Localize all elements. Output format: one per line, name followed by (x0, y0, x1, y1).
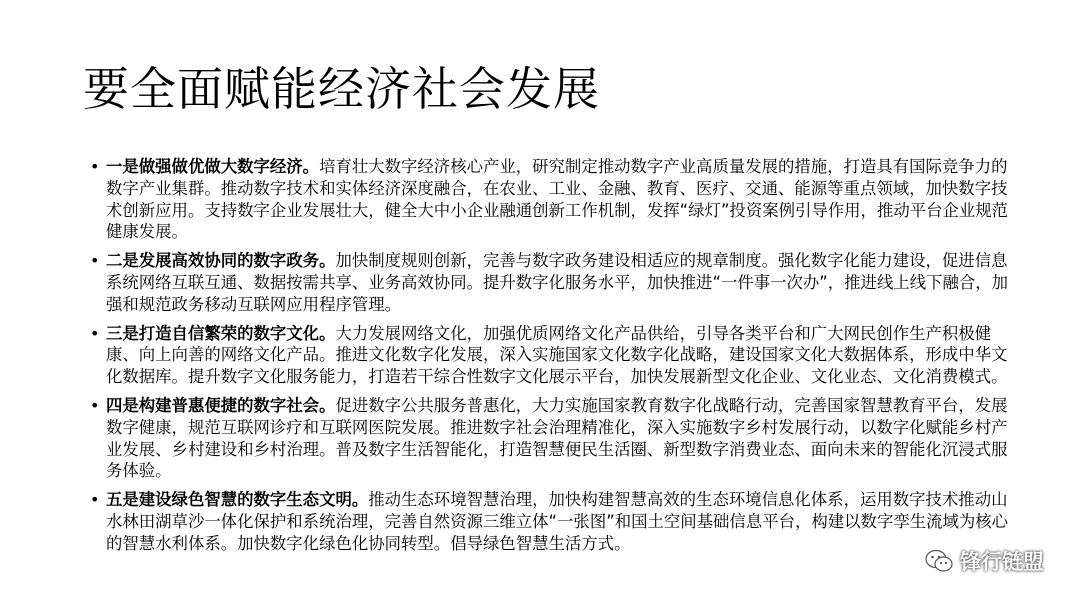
bullet-item (90, 156, 1010, 243)
bullet-lead: 一是做强做优做大数字经济。 (106, 157, 320, 176)
bullet-text: 促进数字公共服务普惠化，大力实施国家教育数字化战略行动，完善国家智慧教育平台，发展数字健康，规范互联网诊疗和互联网医院发展。推进数字社会治理精准化，深入实施数字乡村发展行动，以数字化赋能乡村产业发展、乡村建设和乡村治理。普及数字生活智能化，打造智慧便民生活圈、新型数字消费业态、面向未来的智能化沉浸式服务体验。 (106, 395, 1008, 481)
slide-title: 要全面赋能经济社会发展 (83, 62, 600, 116)
bullet-text: 大力发展网络文化，加强优质网络文化产品供给，引导各类平台和广大网民创作生产积极健康、向上向善的网络文化产品。推进文化数字化发展，深入实施国家文化数字化战略，建设国家文化大数据体系，形成中华文化数据库。提升数字文化服务能力，打造若干综合性数字文化展示平台，加快发展新型文化企业、文化业态、文化消费模式。 (106, 323, 1008, 387)
bullet-dot: • (90, 395, 100, 415)
watermark (924, 546, 1044, 576)
bullet-text: 培育壮大数字经济核心产业，研究制定推动数字产业高质量发展的措施，打造具有国际竞争力的数字产业集群。推动数字技术和实体经济深度融合，在农业、工业、金融、教育、医疗、交通、能源等重点领域，加快数字技术创新应用。支持数字企业发展壮大，健全大中小企业融通创新工作机制，发挥“绿灯”投资案例引导作用，推动平台企业规范健康发展。 (106, 157, 1009, 242)
bullet-item (90, 250, 1010, 315)
bullet-dot: • (90, 251, 100, 271)
bullet-lead: 二是发展高效协同的数字政务。 (106, 251, 336, 271)
bullet-lead: 五是建设绿色智慧的数字生态文明。 (106, 490, 369, 510)
bullet-list (90, 156, 1010, 562)
wechat-icon (924, 548, 954, 574)
bullet-lead: 四是构建普惠便捷的数字社会。 (106, 395, 336, 415)
bullet-dot: • (90, 490, 100, 510)
bullet-text: 加快制度规则创新，完善与数字政务建设相适应的规章制度。强化数字化能力建设，促进信息系统网络互联互通、数据按需共享、业务高效协同。提升数字化服务水平，加快推进“一件事一次办”，推进线上线下融合，加强和规范政务移动互联网应用程序管理。 (106, 251, 1009, 314)
bullet-item (90, 489, 1010, 554)
bullet-text: 推动生态环境智慧治理，加快构建智慧高效的生态环境信息化体系，运用数字技术推动山水林田湖草沙一体化保护和系统治理，完善自然资源三维立体“一张图”和国土空间基础信息平台，构建以数字孪生流域为核心的智慧水利体系。加快数字化绿色化协同转型。倡导绿色智慧生活方式。 (106, 490, 1009, 553)
bullet-dot: • (90, 323, 100, 343)
bullet-dot: • (90, 157, 100, 176)
bullet-lead: 三是打造自信繁荣的数字文化。 (106, 323, 336, 343)
bullet-item (90, 395, 1010, 482)
bullet-item (90, 323, 1010, 388)
watermark-text: 锋行链盟 (960, 550, 1044, 574)
